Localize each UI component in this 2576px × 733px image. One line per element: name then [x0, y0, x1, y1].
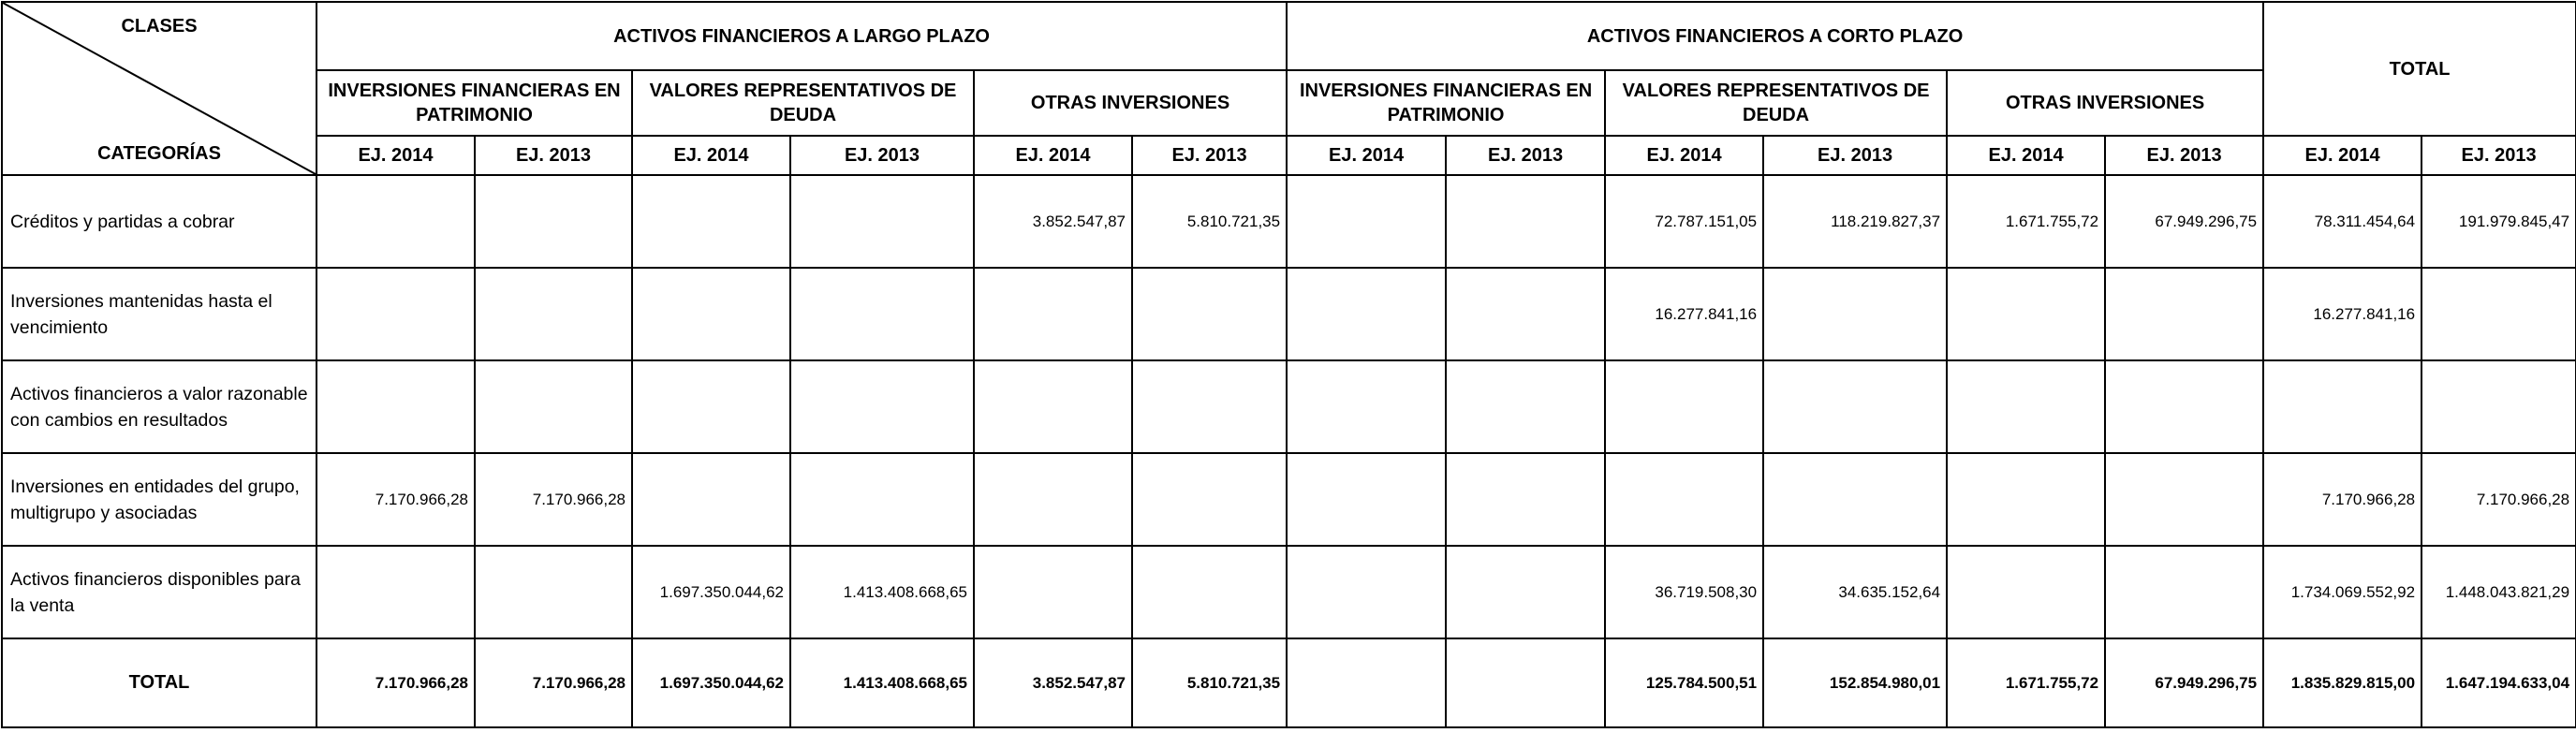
value-cell	[1605, 453, 1763, 546]
total-value-cell: 7.170.966,28	[316, 638, 475, 727]
value-cell: 7.170.966,28	[2421, 453, 2576, 546]
value-cell: 16.277.841,16	[1605, 268, 1763, 360]
value-cell	[1446, 453, 1605, 546]
value-cell	[1947, 546, 2105, 638]
group-header-corto-plazo: ACTIVOS FINANCIEROS A CORTO PLAZO	[1287, 2, 2263, 70]
corner-label-clases: CLASES	[121, 16, 198, 37]
value-cell	[974, 546, 1132, 638]
value-cell	[2105, 546, 2263, 638]
total-value-cell: 1.697.350.044,62	[632, 638, 790, 727]
value-cell: 7.170.966,28	[475, 453, 632, 546]
value-cell: 7.170.966,28	[2263, 453, 2421, 546]
value-cell	[2421, 360, 2576, 453]
value-cell	[1287, 453, 1446, 546]
total-value-cell: 125.784.500,51	[1605, 638, 1763, 727]
header-row-groups	[2, 2, 2576, 70]
value-cell	[1947, 360, 2105, 453]
value-cell	[790, 175, 974, 268]
value-cell: 16.277.841,16	[2263, 268, 2421, 360]
value-cell	[1446, 546, 1605, 638]
value-cell	[316, 268, 475, 360]
value-cell	[1446, 360, 1605, 453]
total-value-cell: 1.647.194.633,04	[2421, 638, 2576, 727]
value-cell	[1287, 268, 1446, 360]
year-header: EJ. 2013	[790, 136, 974, 175]
value-cell	[1446, 175, 1605, 268]
category-label: Activos financieros a valor razonable con cambios en resultados	[2, 360, 316, 453]
total-value-cell	[1287, 638, 1446, 727]
value-cell	[1947, 453, 2105, 546]
value-cell	[1132, 360, 1287, 453]
value-cell: 7.170.966,28	[316, 453, 475, 546]
year-header: EJ. 2014	[974, 136, 1132, 175]
subgroup-otras-inversiones-cp: OTRAS INVERSIONES	[1947, 70, 2263, 136]
subgroup-valores-deuda-lp: VALORES REPRESENTATIVOS DE DEUDA	[632, 70, 974, 136]
table-row	[2, 268, 2576, 360]
value-cell	[632, 268, 790, 360]
value-cell	[1763, 360, 1947, 453]
value-cell	[475, 268, 632, 360]
value-cell	[2105, 453, 2263, 546]
value-cell: 3.852.547,87	[974, 175, 1132, 268]
value-cell: 1.697.350.044,62	[632, 546, 790, 638]
value-cell: 67.949.296,75	[2105, 175, 2263, 268]
total-value-cell: 7.170.966,28	[475, 638, 632, 727]
year-header: EJ. 2014	[1947, 136, 2105, 175]
value-cell	[790, 268, 974, 360]
value-cell: 191.979.845,47	[2421, 175, 2576, 268]
value-cell	[974, 453, 1132, 546]
value-cell	[2421, 268, 2576, 360]
value-cell: 78.311.454,64	[2263, 175, 2421, 268]
value-cell	[1287, 546, 1446, 638]
value-cell	[1132, 268, 1287, 360]
year-header: EJ. 2013	[1763, 136, 1947, 175]
category-label: Créditos y partidas a cobrar	[2, 175, 316, 268]
value-cell	[1763, 453, 1947, 546]
year-header: EJ. 2013	[1132, 136, 1287, 175]
value-cell	[1287, 175, 1446, 268]
value-cell	[2105, 360, 2263, 453]
total-value-cell: 1.413.408.668,65	[790, 638, 974, 727]
table-row	[2, 546, 2576, 638]
value-cell: 34.635.152,64	[1763, 546, 1947, 638]
total-value-cell: 1.835.829.815,00	[2263, 638, 2421, 727]
value-cell: 1.671.755,72	[1947, 175, 2105, 268]
value-cell: 36.719.508,30	[1605, 546, 1763, 638]
total-value-cell: 1.671.755,72	[1947, 638, 2105, 727]
table-row	[2, 453, 2576, 546]
subgroup-inv-patrimonio-lp: INVERSIONES FINANCIERAS EN PATRIMONIO	[316, 70, 632, 136]
category-label: Inversiones en entidades del grupo, multigrupo y asociadas	[2, 453, 316, 546]
value-cell	[475, 360, 632, 453]
total-value-cell: 5.810.721,35	[1132, 638, 1287, 727]
year-header: EJ. 2014	[2263, 136, 2421, 175]
value-cell	[316, 175, 475, 268]
value-cell	[1605, 360, 1763, 453]
total-value-cell: 67.949.296,75	[2105, 638, 2263, 727]
value-cell	[316, 360, 475, 453]
value-cell	[1947, 268, 2105, 360]
total-value-cell: 3.852.547,87	[974, 638, 1132, 727]
year-header: EJ. 2013	[2105, 136, 2263, 175]
value-cell: 72.787.151,05	[1605, 175, 1763, 268]
value-cell	[1132, 546, 1287, 638]
value-cell	[1132, 453, 1287, 546]
value-cell	[790, 360, 974, 453]
group-header-largo-plazo: ACTIVOS FINANCIEROS A LARGO PLAZO	[316, 2, 1287, 70]
table-row	[2, 175, 2576, 268]
value-cell	[632, 360, 790, 453]
value-cell	[1287, 360, 1446, 453]
value-cell	[2105, 268, 2263, 360]
year-header: EJ. 2014	[1605, 136, 1763, 175]
value-cell: 1.734.069.552,92	[2263, 546, 2421, 638]
value-cell	[632, 175, 790, 268]
value-cell	[1763, 268, 1947, 360]
year-header: EJ. 2013	[2421, 136, 2576, 175]
table-row	[2, 360, 2576, 453]
corner-label-categorias: CATEGORÍAS	[97, 143, 221, 164]
value-cell	[974, 268, 1132, 360]
total-label: TOTAL	[2, 638, 316, 727]
category-label: Activos financieros disponibles para la venta	[2, 546, 316, 638]
total-row	[2, 638, 2576, 727]
corner-cell	[2, 2, 316, 175]
value-cell	[316, 546, 475, 638]
total-value-cell	[1446, 638, 1605, 727]
value-cell	[475, 175, 632, 268]
value-cell: 5.810.721,35	[1132, 175, 1287, 268]
year-header: EJ. 2014	[1287, 136, 1446, 175]
financial-assets-table	[1, 1, 2576, 728]
value-cell	[2263, 360, 2421, 453]
year-header: EJ. 2014	[632, 136, 790, 175]
value-cell	[974, 360, 1132, 453]
year-header: EJ. 2014	[316, 136, 475, 175]
value-cell: 118.219.827,37	[1763, 175, 1947, 268]
header-row-subgroups	[2, 70, 2576, 136]
year-header: EJ. 2013	[1446, 136, 1605, 175]
subgroup-inv-patrimonio-cp: INVERSIONES FINANCIERAS EN PATRIMONIO	[1287, 70, 1605, 136]
header-row-years	[2, 136, 2576, 175]
value-cell	[475, 546, 632, 638]
value-cell	[1446, 268, 1605, 360]
value-cell: 1.413.408.668,65	[790, 546, 974, 638]
subgroup-valores-deuda-cp: VALORES REPRESENTATIVOS DE DEUDA	[1605, 70, 1947, 136]
value-cell	[632, 453, 790, 546]
category-label: Inversiones mantenidas hasta el vencimiento	[2, 268, 316, 360]
subgroup-otras-inversiones-lp: OTRAS INVERSIONES	[974, 70, 1287, 136]
group-header-total: TOTAL	[2263, 2, 2576, 136]
year-header: EJ. 2013	[475, 136, 632, 175]
value-cell	[790, 453, 974, 546]
value-cell: 1.448.043.821,29	[2421, 546, 2576, 638]
total-value-cell: 152.854.980,01	[1763, 638, 1947, 727]
